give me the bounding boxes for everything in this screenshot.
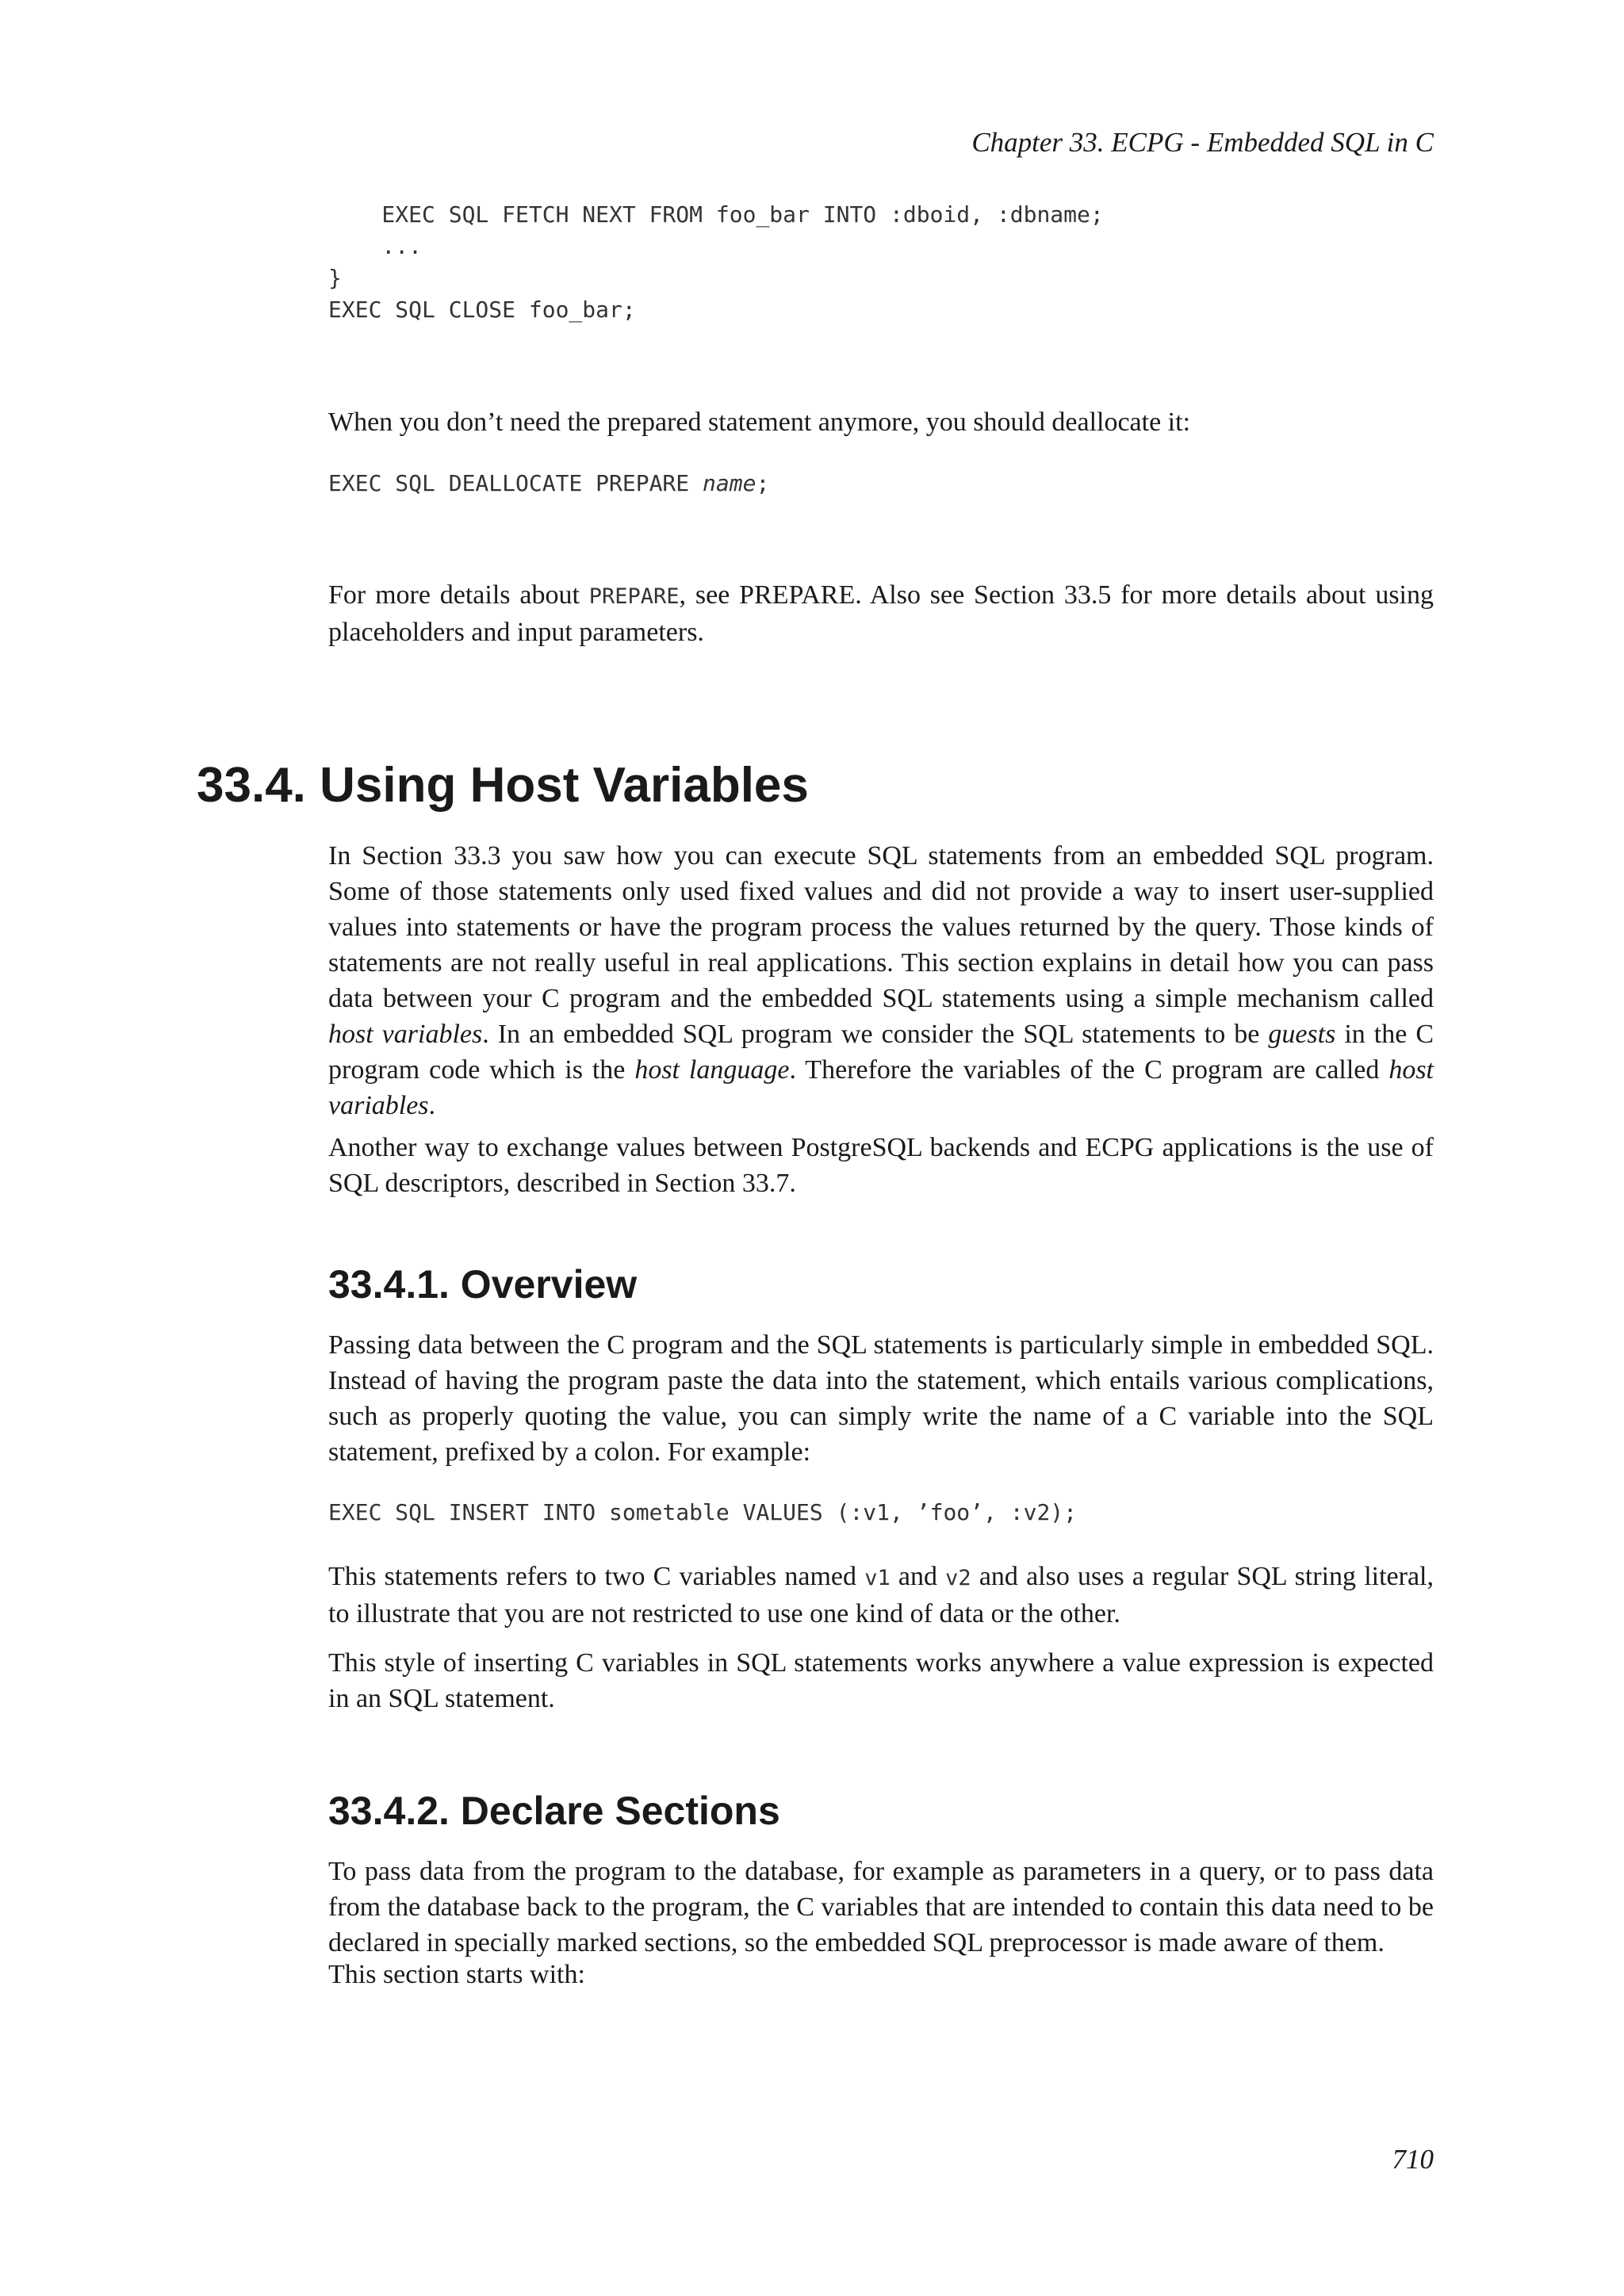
text-run: and also uses a regular SQL string literal, to illustrate that you are not restricted to use one kind of data or the other. bbox=[328, 1562, 1434, 1628]
code-text: EXEC SQL DEALLOCATE PREPARE bbox=[328, 470, 703, 496]
code-line: EXEC SQL FETCH NEXT FROM foo_bar INTO :dboid, :dbname; bbox=[328, 201, 1104, 228]
text-run: . bbox=[428, 1091, 436, 1120]
text-run: In Section 33.3 you saw how you can execute SQL statements from an embedded SQL program. Some of those statements only used fixed values and did not provide a way to insert user-supplied values into statements or have the program process the values returned by the query. Those kinds of statements are not really useful in real applications. This section explains in detail how you can pass data between your C program and the embedded SQL statements using a simple mechanism called bbox=[328, 841, 1434, 1013]
section-heading: 33.4. Using Host Variables bbox=[197, 758, 809, 813]
inline-code: PREPARE bbox=[588, 584, 680, 609]
text-run: and bbox=[890, 1562, 946, 1591]
subsection-heading-declare: 33.4.2. Declare Sections bbox=[328, 1789, 780, 1833]
paragraph-declare: To pass data from the program to the database, for example as parameters in a query, or to pass data from the database back to the program, the C variables that are intended to contain this data need to be declared in specially marked sections, so the embedded SQL preprocessor is made aware of them. bbox=[328, 1857, 1434, 1957]
paragraph-value-expression: This style of inserting C variables in SQL statements works anywhere a value expression is expected in an SQL statement. bbox=[328, 1648, 1434, 1713]
paragraph-descriptors: Another way to exchange values between PostgreSQL backends and ECPG applications is the use of SQL descriptors, described in Section 33.7. bbox=[328, 1133, 1434, 1198]
paragraph-overview: Passing data between the C program and the SQL statements is particularly simple in embedded SQL. Instead of having the program paste the data into the statement, which entails various complications, such as properly quoting the value, you can simply write the name of a C variable into the SQL statement, prefixed by a colon. For example: bbox=[328, 1330, 1434, 1467]
emphasis: host variables bbox=[328, 1020, 483, 1049]
text-run: . In an embedded SQL program we consider the SQL statements to be bbox=[482, 1020, 1269, 1049]
subsection-heading-overview: 33.4.1. Overview bbox=[328, 1262, 638, 1307]
code-line: } bbox=[328, 265, 342, 291]
text-run: . Therefore the variables of the C program are called bbox=[789, 1055, 1389, 1085]
code-placeholder: name bbox=[703, 470, 756, 496]
emphasis: host variables bbox=[328, 1055, 1434, 1120]
paragraph-deallocate: When you don’t need the prepared statement anymore, you should deallocate it: bbox=[328, 408, 1191, 437]
paragraph-variables bbox=[328, 1559, 1434, 1632]
text-run: , see PREPARE. Also see Section 33.5 for more details about using placeholders and input parameters. bbox=[328, 580, 1434, 647]
code-line: EXEC SQL CLOSE foo_bar; bbox=[328, 297, 636, 323]
paragraph-section-starts: This section starts with: bbox=[328, 1960, 585, 1989]
emphasis: host language bbox=[634, 1055, 790, 1085]
code-block-deallocate bbox=[328, 468, 769, 499]
paragraph-section-intro bbox=[328, 838, 1434, 1123]
paragraph-prepare-details bbox=[328, 577, 1434, 650]
emphasis: guests bbox=[1268, 1020, 1336, 1049]
code-block-fetch bbox=[328, 199, 1104, 326]
code-block-insert: EXEC SQL INSERT INTO sometable VALUES (:v1, ’foo’, :v2); bbox=[328, 1499, 1078, 1525]
code-text: ; bbox=[756, 470, 770, 496]
inline-code: v1 bbox=[864, 1566, 891, 1590]
text-run: For more details about bbox=[328, 580, 589, 610]
text-run: This statements refers to two C variables named bbox=[328, 1562, 865, 1591]
text-run: in the C program code which is the bbox=[328, 1020, 1434, 1085]
running-header: Chapter 33. ECPG - Embedded SQL in C bbox=[971, 127, 1434, 158]
code-line: ... bbox=[328, 233, 423, 259]
page-number: 710 bbox=[1392, 2144, 1434, 2175]
inline-code: v2 bbox=[945, 1566, 971, 1590]
